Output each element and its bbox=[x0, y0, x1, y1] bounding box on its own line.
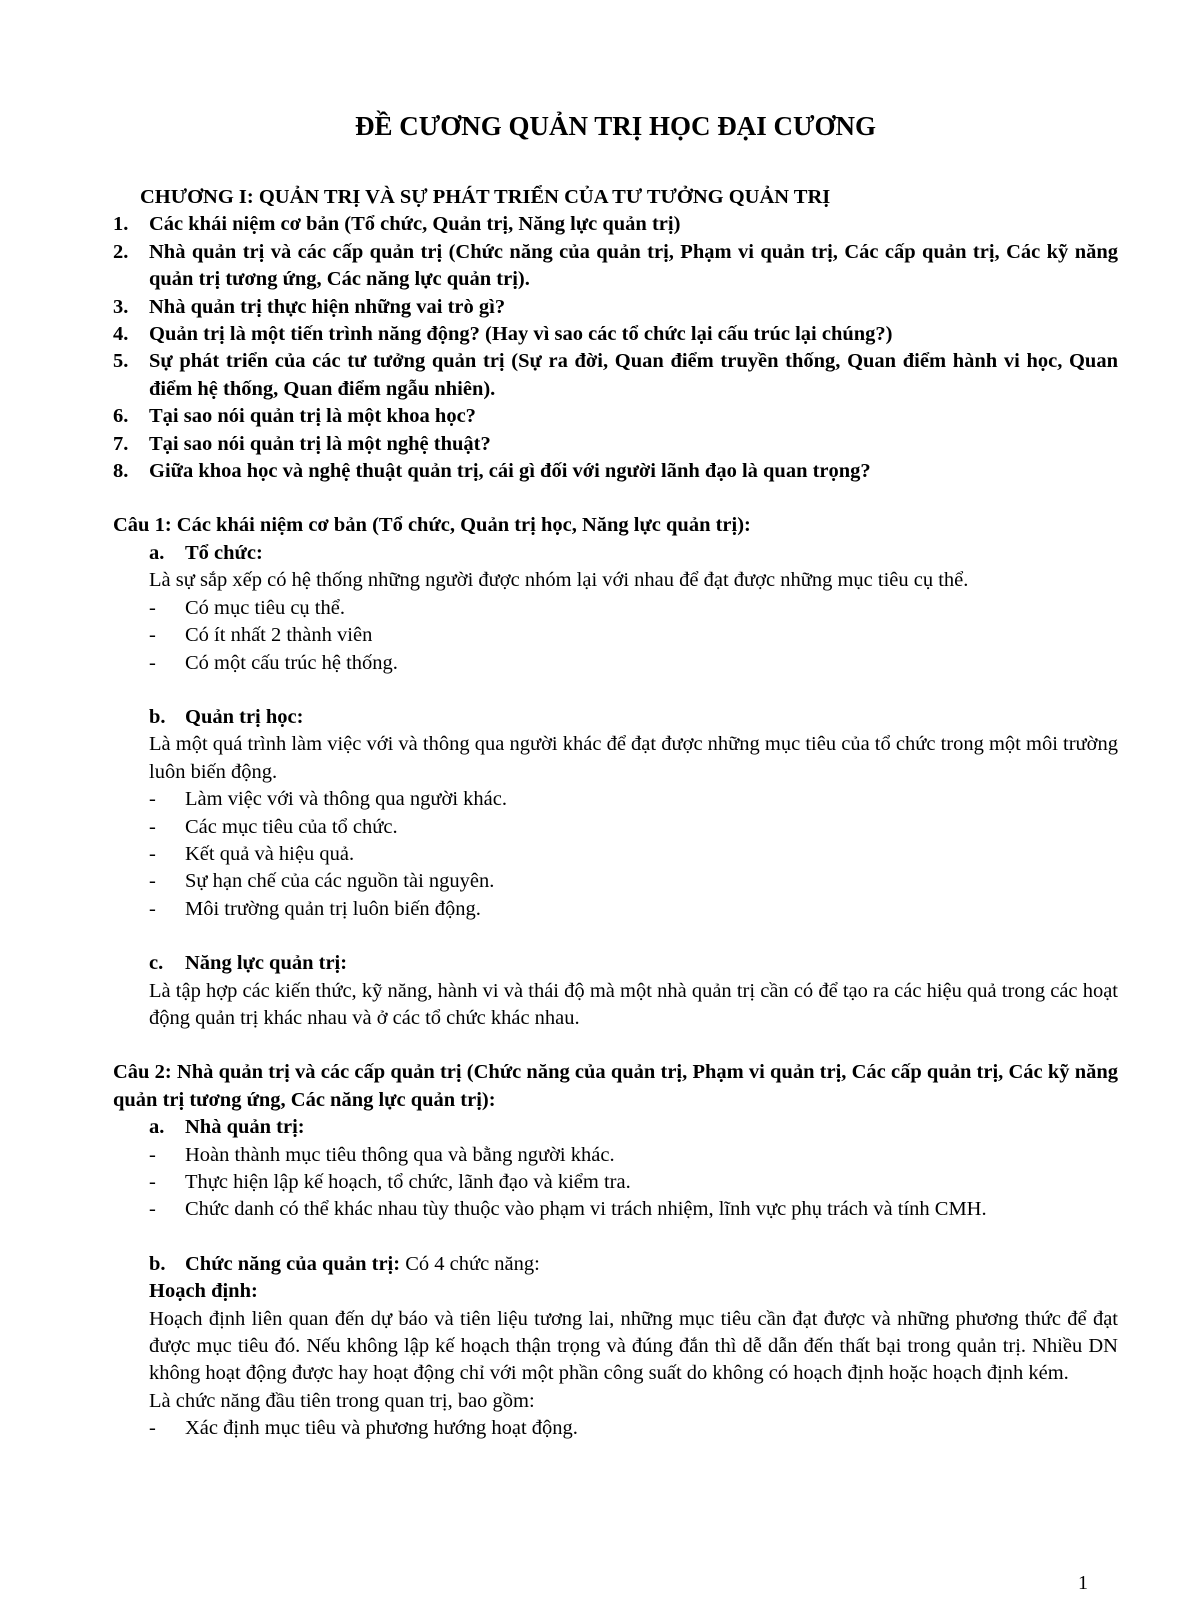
list-item: - Làm việc với và thông qua người khác. bbox=[149, 786, 1118, 813]
list-number: 3. bbox=[113, 295, 129, 318]
question-list-item bbox=[113, 321, 1118, 348]
question-list-item bbox=[113, 348, 1118, 403]
list-number: 5. bbox=[113, 350, 129, 373]
section-heading bbox=[149, 1114, 1118, 1141]
list-number: 6. bbox=[113, 405, 129, 428]
section-heading bbox=[149, 540, 1118, 567]
question-list-item bbox=[113, 403, 1118, 430]
list-number: 7. bbox=[113, 432, 129, 455]
chapter-heading: CHƯƠNG I: QUẢN TRỊ VÀ SỰ PHÁT TRIỂN CỦA TƯ TƯỞNG QUẢN TRỊ bbox=[140, 186, 831, 208]
section-letter: b. bbox=[149, 1252, 166, 1275]
bullet-list bbox=[149, 595, 1118, 677]
list-item: - Hoàn thành mục tiêu thông qua và bằng người khác. bbox=[149, 1142, 1118, 1169]
list-text: Nhà quản trị và các cấp quản trị (Chức năng của quản trị, Phạm vi quản trị, Các cấp quản trị, Các kỹ năng quản trị tương ứng, Các năng lực quản trị). bbox=[149, 240, 1118, 291]
section-title: Tổ chức: bbox=[185, 541, 263, 564]
page-number: 1 bbox=[1078, 1572, 1088, 1594]
spacer bbox=[113, 677, 1118, 704]
section-heading bbox=[149, 1251, 1118, 1278]
subsection-heading: Hoạch định: bbox=[149, 1280, 258, 1303]
section-title-suffix: Có 4 chức năng: bbox=[400, 1252, 540, 1275]
section-letter: a. bbox=[149, 1116, 165, 1139]
list-number: 1. bbox=[113, 213, 129, 236]
paragraph: Là tập hợp các kiến thức, kỹ năng, hành vi và thái độ mà một nhà quản trị cần có để tạo ra các hiệu quả trong các hoạt động quản trị khác nhau và ở các tổ chức khác nhau. bbox=[149, 979, 1118, 1029]
section-letter: a. bbox=[149, 541, 165, 564]
paragraph: Là sự sắp xếp có hệ thống những người được nhóm lại với nhau để đạt được những mục tiêu cụ thể. bbox=[149, 569, 969, 592]
list-item: - Có ít nhất 2 thành viên bbox=[149, 622, 1118, 649]
section-title: Quản trị học: bbox=[185, 705, 304, 728]
question-list-item bbox=[113, 239, 1118, 294]
list-item: - Có một cấu trúc hệ thống. bbox=[149, 650, 1118, 677]
question-list-item bbox=[113, 431, 1118, 458]
bullet-list bbox=[149, 1415, 1118, 1442]
section-title: Năng lực quản trị: bbox=[185, 952, 348, 975]
section-title: Nhà quản trị: bbox=[185, 1116, 305, 1139]
paragraph: Hoạch định liên quan đến dự báo và tiên liệu tương lai, những mục tiêu cần đạt được và những phương thức để đạt được mục tiêu đó. Nếu không lập kế hoạch thận trọng và đúng đắn thì dễ dẫn đến thất bại trong quản trị. Nhiều DN không hoạt động được hay hoạt động chỉ với một phần công suất do không có hoạch định hoặc hoạch định kém. bbox=[149, 1307, 1118, 1385]
list-text: Nhà quản trị thực hiện những vai trò gì? bbox=[149, 295, 506, 318]
list-number: 2. bbox=[113, 240, 129, 263]
paragraph: Là chức năng đầu tiên trong quan trị, bao gồm: bbox=[149, 1389, 535, 1412]
paragraph: Là một quá trình làm việc với và thông qua người khác để đạt được những mục tiêu của tổ chức trong một môi trường luôn biến động. bbox=[149, 733, 1118, 783]
list-text: Các khái niệm cơ bản (Tổ chức, Quản trị, Năng lực quản trị) bbox=[149, 213, 681, 236]
list-text: Giữa khoa học và nghệ thuật quản trị, cái gì đối với người lãnh đạo là quan trọng? bbox=[149, 460, 871, 483]
list-number: 8. bbox=[113, 460, 129, 483]
section-letter: b. bbox=[149, 705, 166, 728]
list-text: Tại sao nói quản trị là một khoa học? bbox=[149, 405, 476, 428]
bullet-list bbox=[149, 786, 1118, 923]
list-item: - Sự hạn chế của các nguồn tài nguyên. bbox=[149, 868, 1118, 895]
question-list-item bbox=[113, 294, 1118, 321]
spacer bbox=[113, 923, 1118, 950]
list-item: - Xác định mục tiêu và phương hướng hoạt động. bbox=[149, 1415, 1118, 1442]
list-text: Tại sao nói quản trị là một nghệ thuật? bbox=[149, 432, 491, 455]
list-item: - Kết quả và hiệu quả. bbox=[149, 841, 1118, 868]
question-list-item bbox=[113, 211, 1118, 238]
question-list-item bbox=[113, 458, 1118, 485]
question-list bbox=[113, 211, 1118, 485]
spacer bbox=[113, 1224, 1118, 1251]
section-heading bbox=[149, 704, 1118, 731]
bullet-list bbox=[149, 1142, 1118, 1224]
list-item: - Môi trường quản trị luôn biến động. bbox=[149, 896, 1118, 923]
list-item: - Có mục tiêu cụ thể. bbox=[149, 595, 1118, 622]
section-heading bbox=[149, 950, 1118, 977]
section-letter: c. bbox=[149, 952, 164, 975]
list-text: Sự phát triển của các tư tưởng quản trị (Sự ra đời, Quan điểm truyền thống, Quan điểm hành vi học, Quan điểm hệ thống, Quan điểm ngẫu nhiên). bbox=[149, 350, 1118, 400]
question-1-heading: Câu 1: Các khái niệm cơ bản (Tổ chức, Quản trị học, Năng lực quản trị): bbox=[113, 514, 751, 537]
document-content bbox=[113, 108, 1118, 1443]
document-title: ĐỀ CƯƠNG QUẢN TRỊ HỌC ĐẠI CƯƠNG bbox=[354, 111, 876, 141]
list-number: 4. bbox=[113, 323, 129, 346]
list-item: - Chức danh có thể khác nhau tùy thuộc vào phạm vi trách nhiệm, lĩnh vực phụ trách và tính CMH. bbox=[149, 1196, 1118, 1223]
section-title: Chức năng của quản trị: bbox=[185, 1252, 401, 1275]
list-text: Quản trị là một tiến trình năng động? (Hay vì sao các tổ chức lại cấu trúc lại chúng?) bbox=[149, 323, 893, 346]
question-2-heading: Câu 2: Nhà quản trị và các cấp quản trị (Chức năng của quản trị, Phạm vi quản trị, Các cấp quản trị, Các kỹ năng quản trị tương ứng, Các năng lực quản trị): bbox=[113, 1061, 1118, 1111]
list-item: - Các mục tiêu của tổ chức. bbox=[149, 814, 1118, 841]
list-item: - Thực hiện lập kế hoạch, tổ chức, lãnh đạo và kiểm tra. bbox=[149, 1169, 1118, 1196]
